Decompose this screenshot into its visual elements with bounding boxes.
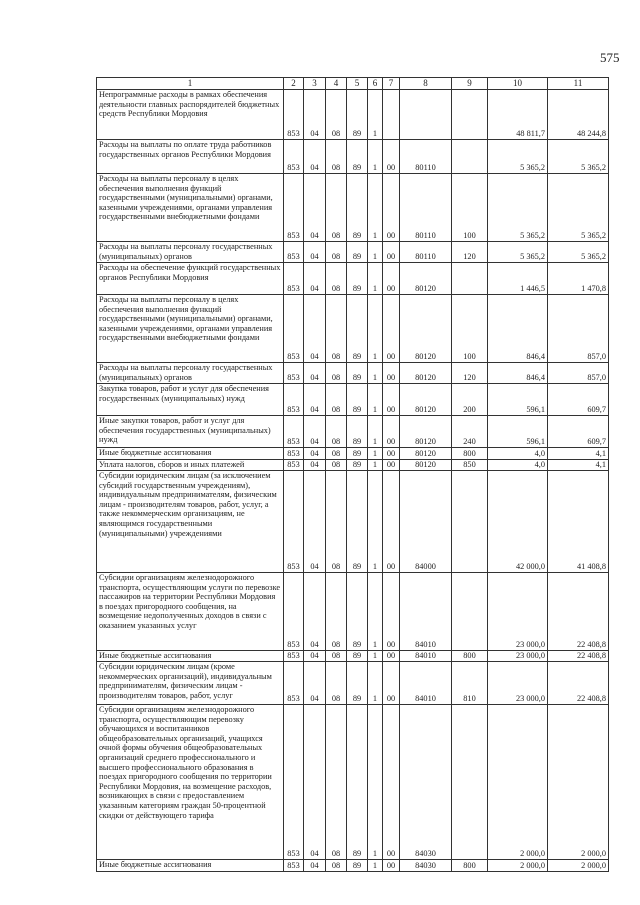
cell-c5: 89 (347, 242, 368, 263)
row-name: Расходы на выплаты персоналу государственных (муниципальных) органов (97, 363, 284, 384)
cell-c9 (452, 471, 488, 573)
cell-c5: 89 (347, 651, 368, 662)
row-name: Закупка товаров, работ и услуг для обеспечения государственных (муниципальных) нужд (97, 384, 284, 416)
row-name: Иные бюджетные ассигнования (97, 448, 284, 460)
cell-c9: 800 (452, 860, 488, 872)
cell-c8: 80120 (400, 384, 452, 416)
cell-c7: 00 (383, 363, 400, 384)
cell-c2: 853 (284, 263, 304, 295)
cell-c4: 08 (326, 295, 347, 363)
cell-c3: 04 (304, 471, 326, 573)
cell-c3: 04 (304, 90, 326, 140)
cell-c3: 04 (304, 651, 326, 662)
cell-c11: 857,0 (548, 363, 609, 384)
cell-c11: 48 244,8 (548, 90, 609, 140)
cell-c2: 853 (284, 416, 304, 448)
cell-c3: 04 (304, 860, 326, 872)
cell-c6: 1 (368, 860, 383, 872)
column-header-11: 11 (548, 78, 609, 90)
cell-c5: 89 (347, 416, 368, 448)
cell-c4: 08 (326, 662, 347, 705)
cell-c7: 00 (383, 471, 400, 573)
row-name: Расходы на выплаты персоналу государственных (муниципальных) органов (97, 242, 284, 263)
cell-c10: 2 000,0 (488, 705, 548, 860)
cell-c7: 00 (383, 263, 400, 295)
cell-c2: 853 (284, 651, 304, 662)
cell-c7: 00 (383, 651, 400, 662)
cell-c6: 1 (368, 295, 383, 363)
row-name: Субсидии юридическим лицам (кроме некоммерческих организаций), индивидуальным предпринимателям, физическим лицам - производителям товаров, работ, услуг (97, 662, 284, 705)
cell-c3: 04 (304, 363, 326, 384)
cell-c6: 1 (368, 471, 383, 573)
row-name: Субсидии организациям железнодорожного транспорта, осуществляющим услуги по перевозке пассажиров на территории Республики Мордовия в поездах пригородного сообщения, на возмещение недополученных доходов в связи с оказанием указанных услуг (97, 573, 284, 651)
cell-c11: 5 365,2 (548, 242, 609, 263)
cell-c5: 89 (347, 90, 368, 140)
cell-c9: 120 (452, 363, 488, 384)
cell-c11: 22 408,8 (548, 651, 609, 662)
row-name: Иные бюджетные ассигнования (97, 651, 284, 662)
cell-c10: 4,0 (488, 448, 548, 460)
cell-c5: 89 (347, 460, 368, 471)
cell-c8: 80120 (400, 295, 452, 363)
cell-c9 (452, 573, 488, 651)
cell-c11: 5 365,2 (548, 174, 609, 242)
cell-c6: 1 (368, 242, 383, 263)
table-row (97, 263, 609, 295)
cell-c8: 80120 (400, 416, 452, 448)
cell-c10: 23 000,0 (488, 662, 548, 705)
cell-c5: 89 (347, 860, 368, 872)
column-header-10: 10 (488, 78, 548, 90)
cell-c10: 5 365,2 (488, 140, 548, 174)
cell-c5: 89 (347, 384, 368, 416)
cell-c4: 08 (326, 242, 347, 263)
cell-c3: 04 (304, 295, 326, 363)
row-name: Иные закупки товаров, работ и услуг для обеспечения государственных (муниципальных) нужд (97, 416, 284, 448)
cell-c8: 84030 (400, 705, 452, 860)
cell-c6: 1 (368, 90, 383, 140)
cell-c9: 800 (452, 651, 488, 662)
cell-c8: 80120 (400, 460, 452, 471)
cell-c2: 853 (284, 174, 304, 242)
row-name: Иные бюджетные ассигнования (97, 860, 284, 872)
column-header-3: 3 (304, 78, 326, 90)
cell-c10: 596,1 (488, 416, 548, 448)
cell-c6: 1 (368, 448, 383, 460)
cell-c3: 04 (304, 263, 326, 295)
cell-c6: 1 (368, 662, 383, 705)
cell-c8: 80120 (400, 263, 452, 295)
cell-c3: 04 (304, 705, 326, 860)
cell-c8: 84010 (400, 573, 452, 651)
cell-c11: 4,1 (548, 448, 609, 460)
cell-c11: 5 365,2 (548, 140, 609, 174)
cell-c4: 08 (326, 460, 347, 471)
cell-c5: 89 (347, 705, 368, 860)
cell-c2: 853 (284, 573, 304, 651)
table-row (97, 471, 609, 573)
cell-c10: 1 446,5 (488, 263, 548, 295)
cell-c8: 80110 (400, 242, 452, 263)
cell-c10: 846,4 (488, 295, 548, 363)
cell-c8 (400, 90, 452, 140)
cell-c7: 00 (383, 448, 400, 460)
table-row (97, 860, 609, 872)
cell-c9: 120 (452, 242, 488, 263)
cell-c10: 2 000,0 (488, 860, 548, 872)
page-number: 575 (600, 50, 620, 65)
cell-c6: 1 (368, 573, 383, 651)
cell-c7: 00 (383, 174, 400, 242)
cell-c11: 22 408,8 (548, 662, 609, 705)
header-row (97, 78, 609, 90)
cell-c6: 1 (368, 263, 383, 295)
cell-c7: 00 (383, 295, 400, 363)
cell-c11: 857,0 (548, 295, 609, 363)
table-row (97, 174, 609, 242)
cell-c10: 5 365,2 (488, 174, 548, 242)
cell-c4: 08 (326, 384, 347, 416)
cell-c9 (452, 90, 488, 140)
table-row (97, 90, 609, 140)
cell-c2: 853 (284, 384, 304, 416)
cell-c8: 80120 (400, 448, 452, 460)
cell-c8: 80120 (400, 363, 452, 384)
column-header-9: 9 (452, 78, 488, 90)
table-row (97, 140, 609, 174)
cell-c9: 100 (452, 295, 488, 363)
cell-c8: 84010 (400, 662, 452, 705)
cell-c7: 00 (383, 662, 400, 705)
column-header-4: 4 (326, 78, 347, 90)
column-header-2: 2 (284, 78, 304, 90)
cell-c4: 08 (326, 140, 347, 174)
cell-c9 (452, 705, 488, 860)
table-row (97, 384, 609, 416)
cell-c11: 4,1 (548, 460, 609, 471)
cell-c5: 89 (347, 662, 368, 705)
cell-c2: 853 (284, 860, 304, 872)
cell-c6: 1 (368, 140, 383, 174)
cell-c6: 1 (368, 416, 383, 448)
row-name: Уплата налогов, сборов и иных платежей (97, 460, 284, 471)
cell-c5: 89 (347, 174, 368, 242)
cell-c9: 800 (452, 448, 488, 460)
cell-c2: 853 (284, 140, 304, 174)
column-header-5: 5 (347, 78, 368, 90)
cell-c7: 00 (383, 416, 400, 448)
cell-c7: 00 (383, 860, 400, 872)
cell-c8: 84000 (400, 471, 452, 573)
column-header-1: 1 (97, 78, 284, 90)
cell-c8: 84030 (400, 860, 452, 872)
cell-c2: 853 (284, 705, 304, 860)
cell-c7: 00 (383, 384, 400, 416)
cell-c5: 89 (347, 471, 368, 573)
cell-c10: 596,1 (488, 384, 548, 416)
cell-c3: 04 (304, 242, 326, 263)
cell-c10: 23 000,0 (488, 651, 548, 662)
row-name: Субсидии юридическим лицам (за исключением субсидий государственным учреждениям), индивидуальным предпринимателям, физическим лицам - производителям товаров, работ, услуг, а также некоммерческим организациям, не являющимся государственными (муниципальными) учреждениями (97, 471, 284, 573)
column-header-6: 6 (368, 78, 383, 90)
cell-c7 (383, 90, 400, 140)
cell-c3: 04 (304, 662, 326, 705)
budget-table (96, 77, 609, 872)
cell-c10: 23 000,0 (488, 573, 548, 651)
cell-c2: 853 (284, 662, 304, 705)
row-name: Субсидии организациям железнодорожного транспорта, осуществляющим перевозку обучающихся и воспитанников общеобразовательных организаций, учащихся очной формы обучения общеобразовательных организаций среднего профессионального и высшего профессионального образования в поездах пригородного сообщения по территории Республики Мордовия, на возмещение расходов, возникающих в связи с предоставлением указанным категориям граждан 50-процентной скидки от действующего тарифа (97, 705, 284, 860)
cell-c2: 853 (284, 90, 304, 140)
cell-c4: 08 (326, 471, 347, 573)
cell-c11: 22 408,8 (548, 573, 609, 651)
cell-c3: 04 (304, 573, 326, 651)
column-header-7: 7 (383, 78, 400, 90)
cell-c4: 08 (326, 174, 347, 242)
table-row (97, 295, 609, 363)
cell-c2: 853 (284, 363, 304, 384)
cell-c5: 89 (347, 140, 368, 174)
cell-c6: 1 (368, 705, 383, 860)
row-name: Расходы на выплаты персоналу в целях обеспечения выполнения функций государственными (муниципальными) органами, казенными учреждениями, органами управления государственными внебюджетными фондами (97, 174, 284, 242)
cell-c3: 04 (304, 174, 326, 242)
cell-c4: 08 (326, 573, 347, 651)
row-name: Расходы на выплаты по оплате труда работников государственных органов Республики Мордовия (97, 140, 284, 174)
cell-c10: 5 365,2 (488, 242, 548, 263)
cell-c11: 2 000,0 (548, 705, 609, 860)
cell-c9: 240 (452, 416, 488, 448)
column-header-8: 8 (400, 78, 452, 90)
cell-c8: 84010 (400, 651, 452, 662)
cell-c9: 850 (452, 460, 488, 471)
cell-c2: 853 (284, 471, 304, 573)
cell-c3: 04 (304, 416, 326, 448)
cell-c7: 00 (383, 140, 400, 174)
cell-c4: 08 (326, 263, 347, 295)
cell-c11: 1 470,8 (548, 263, 609, 295)
cell-c9 (452, 140, 488, 174)
cell-c2: 853 (284, 448, 304, 460)
cell-c5: 89 (347, 448, 368, 460)
table-row (97, 573, 609, 651)
cell-c7: 00 (383, 460, 400, 471)
cell-c5: 89 (347, 263, 368, 295)
cell-c11: 609,7 (548, 416, 609, 448)
cell-c4: 08 (326, 651, 347, 662)
cell-c4: 08 (326, 90, 347, 140)
table-row (97, 416, 609, 448)
cell-c2: 853 (284, 295, 304, 363)
cell-c7: 00 (383, 242, 400, 263)
cell-c11: 2 000,0 (548, 860, 609, 872)
table-row (97, 662, 609, 705)
cell-c4: 08 (326, 860, 347, 872)
cell-c5: 89 (347, 363, 368, 384)
cell-c6: 1 (368, 363, 383, 384)
cell-c4: 08 (326, 416, 347, 448)
cell-c7: 00 (383, 705, 400, 860)
cell-c3: 04 (304, 384, 326, 416)
cell-c11: 41 408,8 (548, 471, 609, 573)
cell-c4: 08 (326, 705, 347, 860)
cell-c10: 42 000,0 (488, 471, 548, 573)
cell-c10: 846,4 (488, 363, 548, 384)
table-row (97, 363, 609, 384)
cell-c7: 00 (383, 573, 400, 651)
cell-c4: 08 (326, 448, 347, 460)
table-row (97, 460, 609, 471)
cell-c6: 1 (368, 651, 383, 662)
table-row (97, 242, 609, 263)
cell-c4: 08 (326, 363, 347, 384)
cell-c10: 4,0 (488, 460, 548, 471)
cell-c3: 04 (304, 460, 326, 471)
cell-c5: 89 (347, 573, 368, 651)
cell-c5: 89 (347, 295, 368, 363)
cell-c9: 810 (452, 662, 488, 705)
cell-c3: 04 (304, 448, 326, 460)
cell-c6: 1 (368, 384, 383, 416)
cell-c2: 853 (284, 460, 304, 471)
table-row (97, 705, 609, 860)
row-name: Расходы на обеспечение функций государственных органов Республики Мордовия (97, 263, 284, 295)
cell-c6: 1 (368, 460, 383, 471)
cell-c9: 200 (452, 384, 488, 416)
table-row (97, 448, 609, 460)
cell-c6: 1 (368, 174, 383, 242)
row-name: Расходы на выплаты персоналу в целях обеспечения выполнения функций государственными (муниципальными) органами, казенными учреждениями, органами управления государственными внебюджетными фондами (97, 295, 284, 363)
cell-c2: 853 (284, 242, 304, 263)
cell-c9 (452, 263, 488, 295)
row-name: Непрограммные расходы в рамках обеспечения деятельности главных распорядителей бюджетных средств Республики Мордовия (97, 90, 284, 140)
cell-c9: 100 (452, 174, 488, 242)
cell-c11: 609,7 (548, 384, 609, 416)
cell-c3: 04 (304, 140, 326, 174)
table-row (97, 651, 609, 662)
cell-c8: 80110 (400, 140, 452, 174)
cell-c10: 48 811,7 (488, 90, 548, 140)
cell-c8: 80110 (400, 174, 452, 242)
